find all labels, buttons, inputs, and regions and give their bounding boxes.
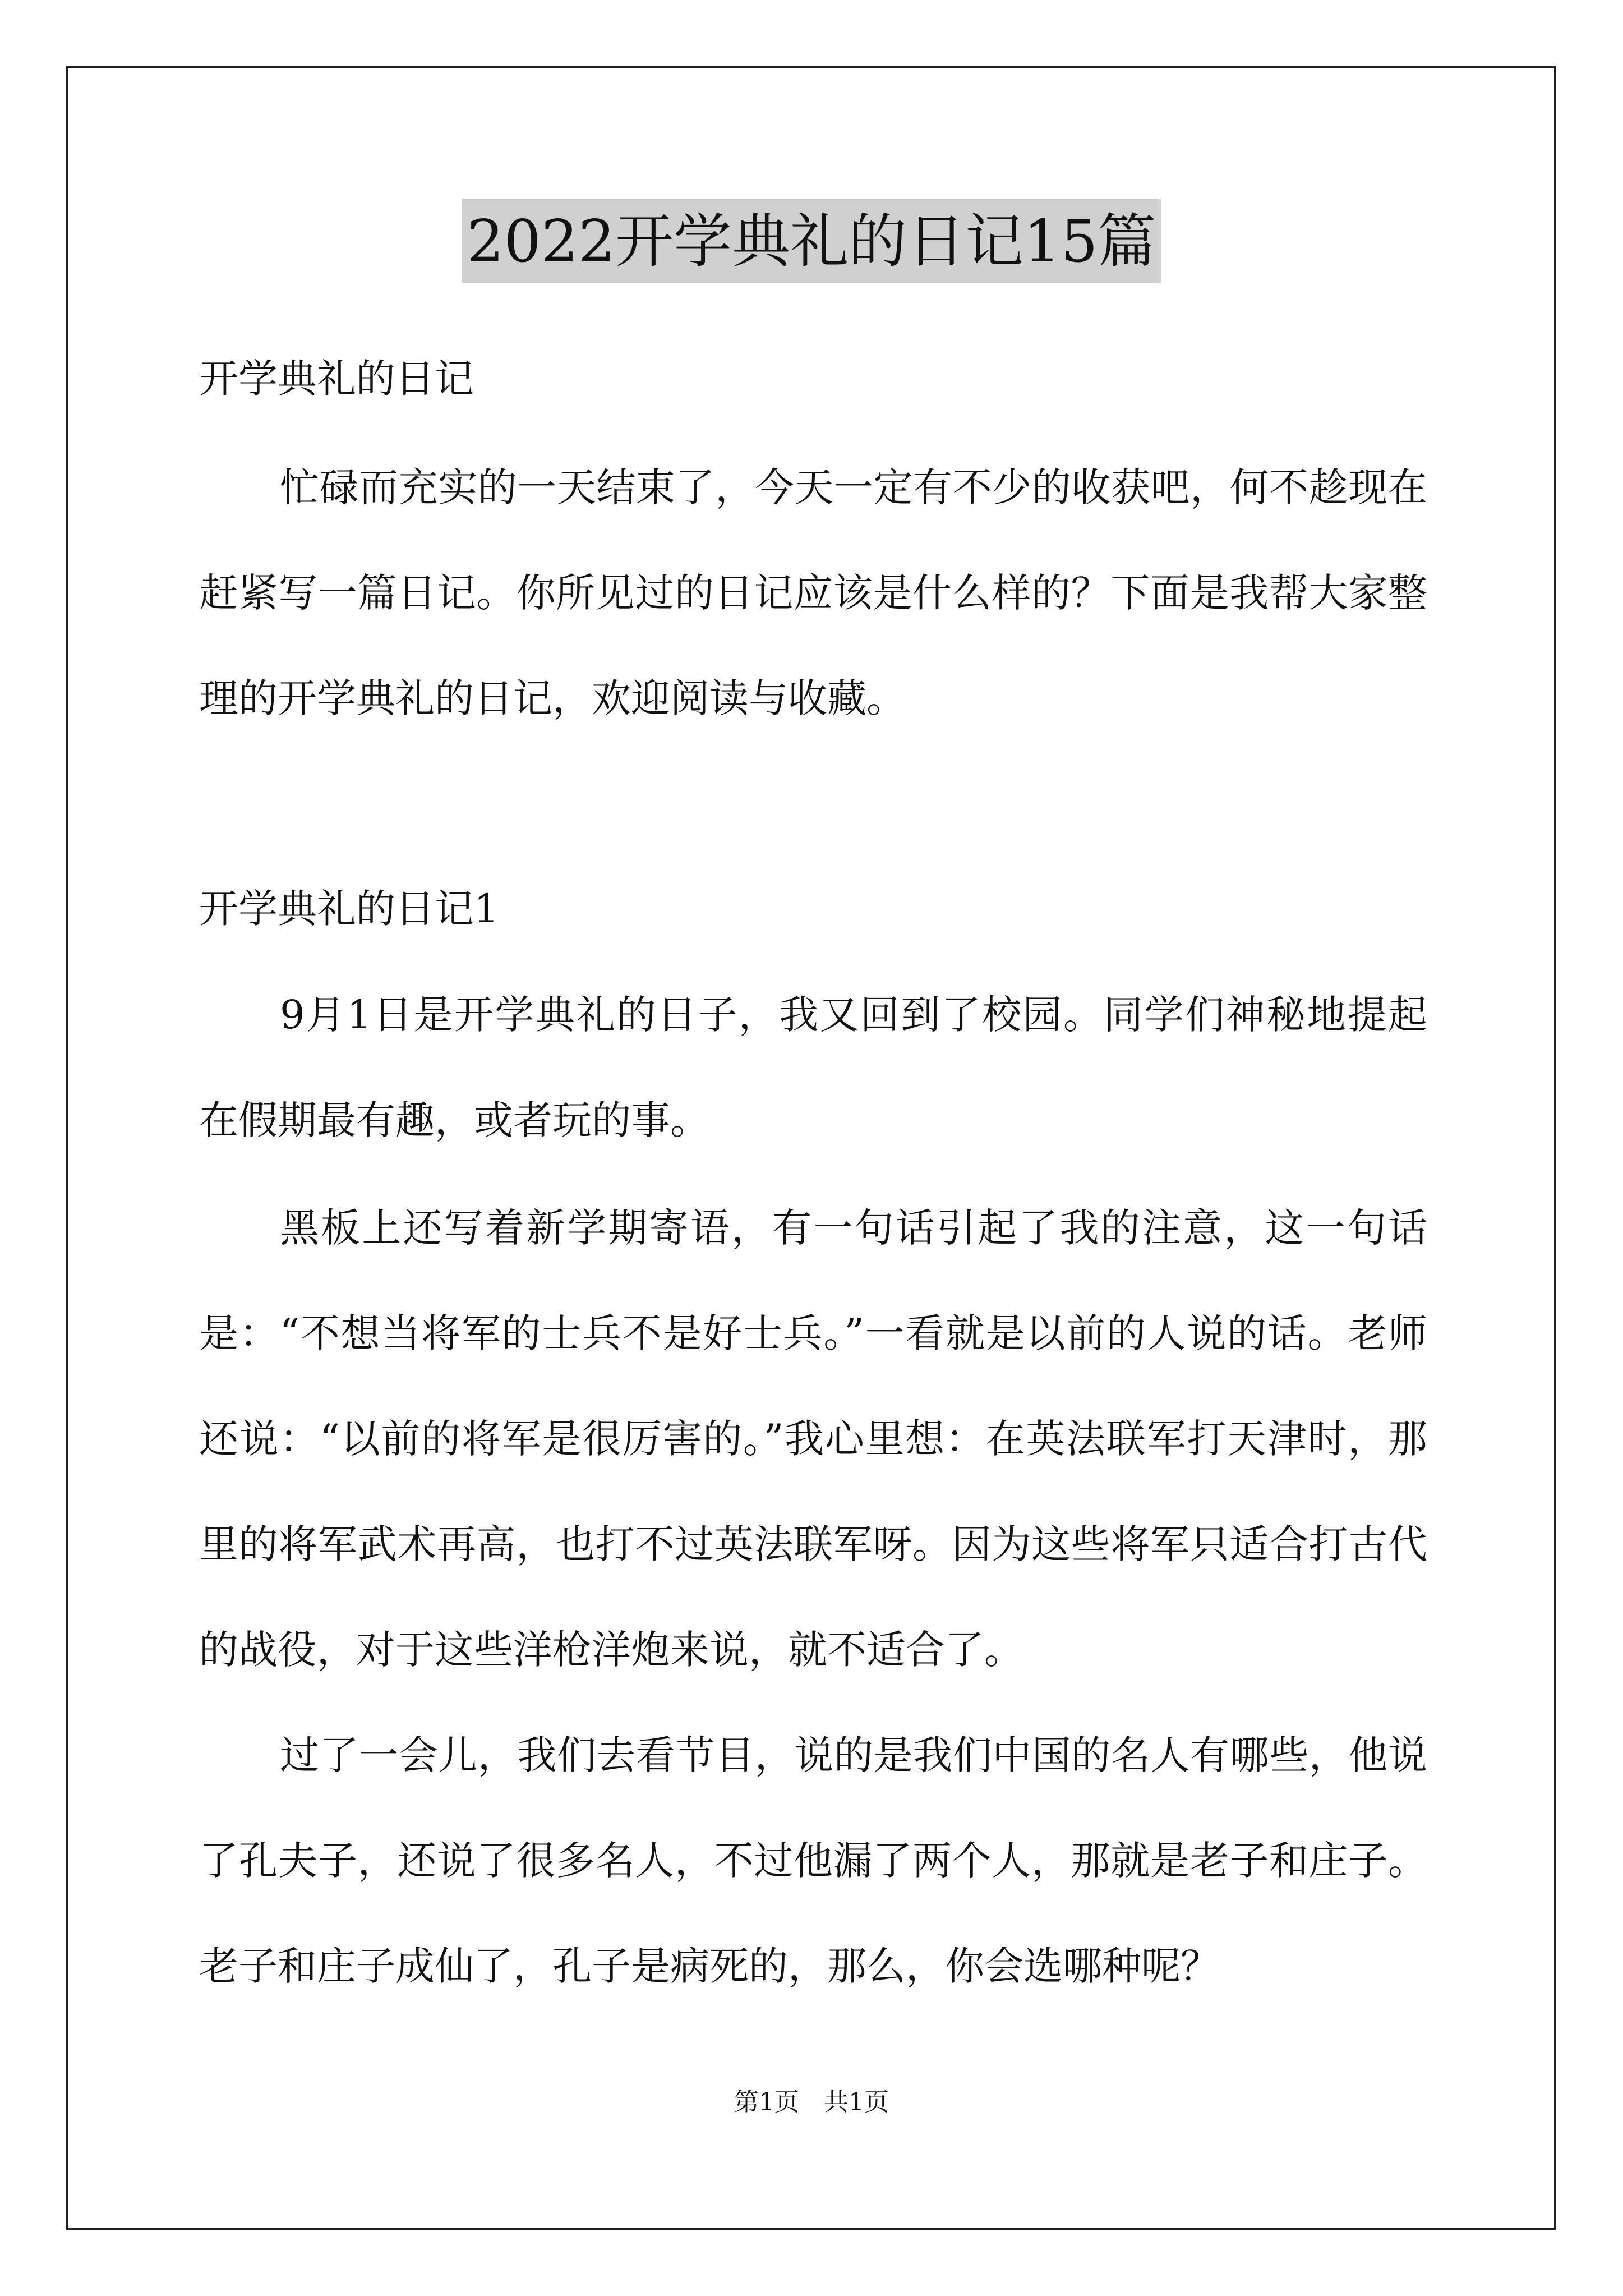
document-title[interactable]: 2022开学典礼的日记15篇: [462, 199, 1160, 283]
title-container: [0, 199, 1623, 283]
page-number: 第1页 共1页: [734, 2088, 889, 2116]
paragraph-3[interactable]: 过了一会儿，我们去看节目，说的是我们中国的名人有哪些，他说了孔夫子，还说了很多名人，不过他漏了两个人，那就是老子和庄子。老子和庄子成仙了，孔子是病死的，那么，你会选哪种呢？: [199, 1732, 1427, 1989]
paragraph-2[interactable]: 黑板上还写着新学期寄语，有一句话引起了我的注意，这一句话是：“不想当将军的士兵不是好士兵。”一看就是以前的人说的话。老师还说：“以前的将军是很厉害的。”我心里想：在英法联军打天津时，那里的将军武术再高，也打不过英法联军呀。因为这些将军只适合打古代的战役，对于这些洋枪洋炮来说，就不适合了。: [199, 1205, 1427, 1673]
section-heading[interactable]: 开学典礼的日记1: [199, 886, 499, 932]
intro-heading[interactable]: 开学典礼的日记: [199, 356, 474, 402]
intro-paragraph[interactable]: 忙碌而充实的一天结束了，今天一定有不少的收获吧，何不趁现在赶紧写一篇日记。你所见过的日记应该是什么样的？下面是我帮大家整理的开学典礼的日记，欢迎阅读与收藏。: [199, 464, 1427, 721]
paragraph-1[interactable]: 9月1日是开学典礼的日子，我又回到了校园。同学们神秘地提起在假期最有趣，或者玩的事。: [199, 992, 1427, 1143]
page-footer: [0, 2086, 1623, 2119]
